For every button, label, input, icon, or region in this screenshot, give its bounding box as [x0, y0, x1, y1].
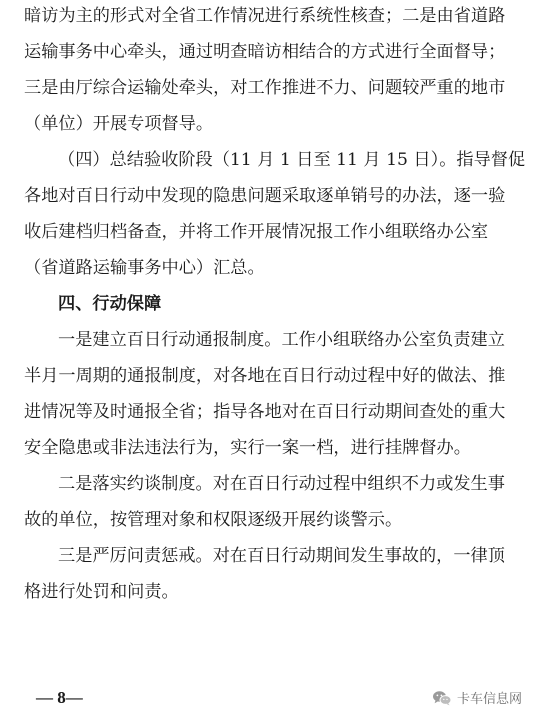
text-line: 运输事务中心牵头，通过明查暗访相结合的方式进行全面督导；	[24, 42, 506, 62]
wechat-icon	[432, 690, 452, 706]
text-line: 安全隐患或非法违法行为，实行一案一档，进行挂牌督办。	[24, 438, 471, 458]
text-line: （四）总结验收阶段（11 月 1 日至 11 月 15 日）。指导督促	[58, 150, 526, 170]
text-line: 三是由厅综合运输处牵头，对工作推进不力、问题较严重的地市	[24, 78, 506, 98]
watermark-text: 卡车信息网	[457, 692, 523, 707]
text-line: 各地对百日行动中发现的隐患问题采取逐单销号的办法，逐一验	[24, 186, 506, 206]
text-line: 暗访为主的形式对全省工作情况进行系统性核查；二是由省道路	[24, 6, 506, 26]
watermark	[432, 688, 522, 707]
text-line: 格进行处罚和问责。	[24, 582, 179, 602]
text-line: 故的单位，按管理对象和权限逐级开展约谈警示。	[24, 510, 403, 530]
section-heading: 四、行动保障	[58, 294, 162, 314]
text-line: 半月一周期的通报制度，对各地在百日行动过程中好的做法、推	[24, 366, 506, 386]
page-number: — 8—	[36, 688, 83, 707]
text-line: 一是建立百日行动通报制度。工作小组联络办公室负责建立	[58, 330, 505, 350]
text-line: 收后建档归档备查，并将工作开展情况报工作小组联络办公室	[24, 222, 489, 242]
text-line: 进情况等及时通报全省；指导各地对在百日行动期间查处的重大	[24, 402, 506, 422]
text-line: 二是落实约谈制度。对在百日行动过程中组织不力或发生事	[58, 474, 505, 494]
text-line: （单位）开展专项督导。	[24, 114, 214, 134]
text-line: （省道路运输事务中心）汇总。	[24, 258, 265, 278]
text-line: 三是严厉问责惩戒。对在百日行动期间发生事故的，一律顶	[58, 546, 505, 566]
